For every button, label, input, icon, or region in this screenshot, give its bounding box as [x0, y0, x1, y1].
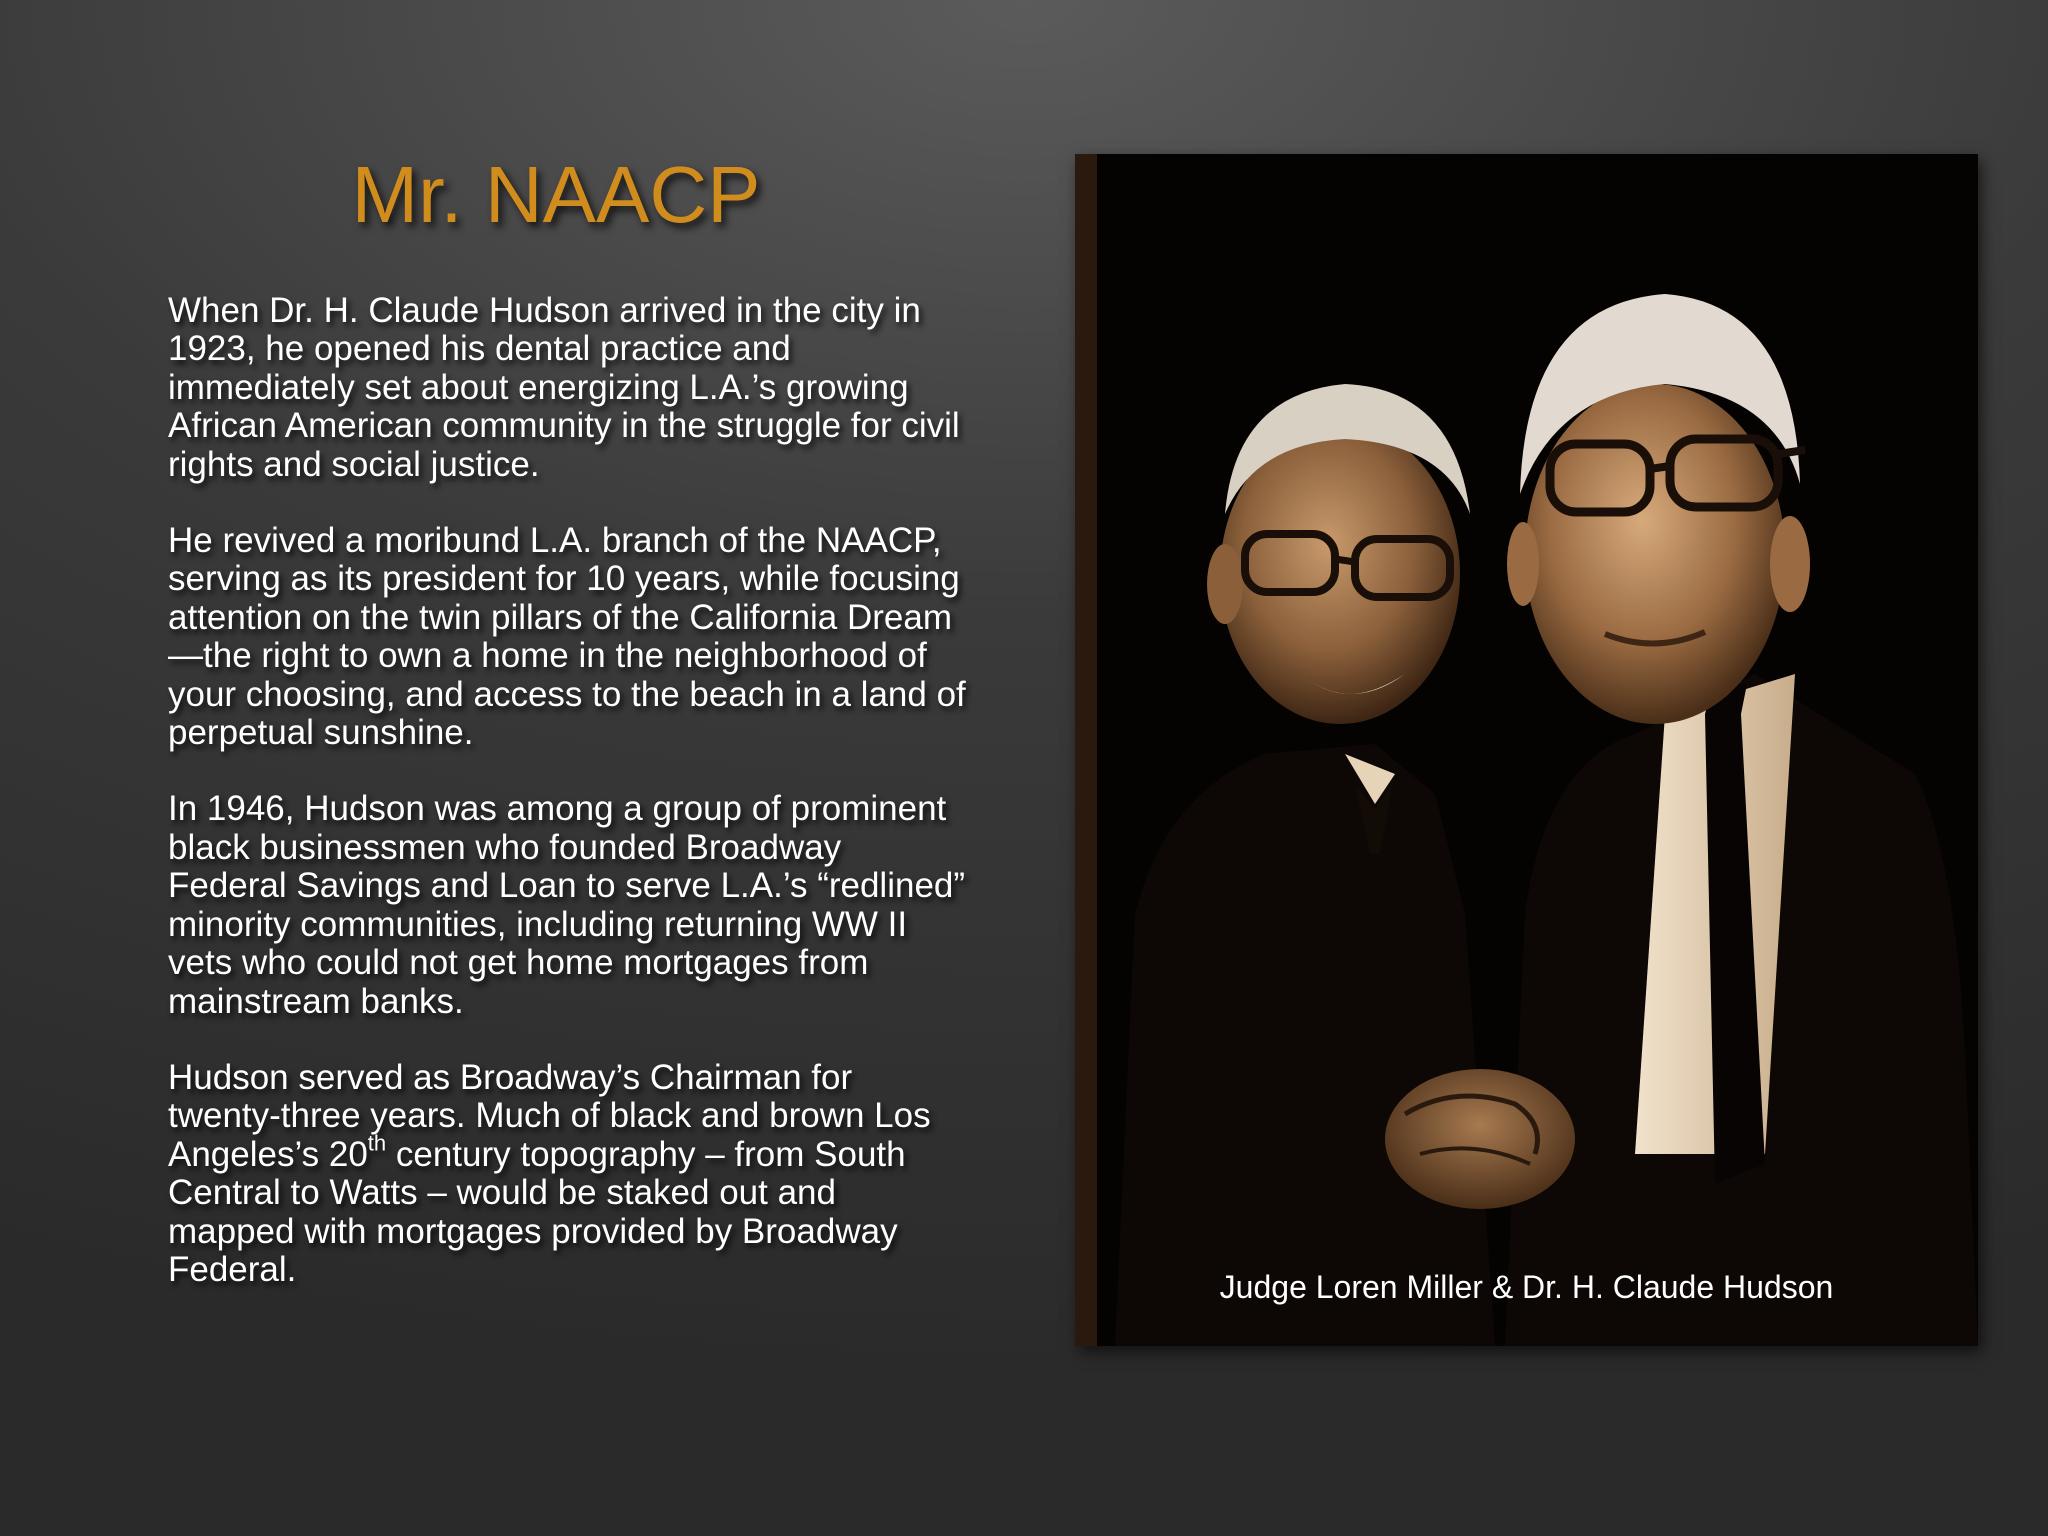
- paragraph-3: In 1946, Hudson was among a group of prominent black businessmen who founded Broadway Federal Savings and Loan to serve L.A.’s “redlined” minority communities, including returning WW II vets who could not get home mortgages from mainstream banks.: [168, 789, 966, 1021]
- slide-title: Mr. NAACP: [351, 150, 761, 239]
- photo-caption: Judge Loren Miller & Dr. H. Claude Hudson: [1219, 1269, 1834, 1305]
- superscript-th: th: [367, 1130, 387, 1156]
- left-ear: [1207, 544, 1243, 624]
- paragraph-4-text-b: century topography – from South Central to Watts – would be staked out and mapped with mortgages provided by Broadway Federal.: [168, 1134, 906, 1289]
- left-glasses-bridge: [1335, 559, 1355, 562]
- paragraph-1: When Dr. H. Claude Hudson arrived in the city in 1923, he opened his dental practice and immediately set about energizing L.A.’s growing African American community in the struggle for civil rights and social justice.: [168, 291, 960, 484]
- right-ear-left: [1507, 522, 1539, 606]
- handshake: [1385, 1069, 1575, 1209]
- right-ear: [1770, 516, 1810, 612]
- curtain-edge: [1075, 154, 1097, 1346]
- paragraph-2: He revived a moribund L.A. branch of the NAACP, serving as its president for 10 years, while focusing attention on the twin pillars of the California Dream—the right to own a home in the neighborhood of your choosing, and access to the beach in a land of perpetual sunshine.: [168, 521, 966, 753]
- right-glasses-arm: [1778, 450, 1805, 454]
- paragraph-4-text-a: Hudson served as Broadway’s Chairman for twenty-three years. Much of black and brown Los Angeles’s 20: [168, 1057, 931, 1174]
- portrait-photo: [1075, 154, 1978, 1346]
- paragraph-4: [168, 1059, 968, 1289]
- left-suit: [1115, 744, 1495, 1346]
- right-glasses-bridge: [1650, 466, 1670, 469]
- slide-body: [168, 292, 968, 1327]
- portrait-illustration: [1075, 154, 1978, 1346]
